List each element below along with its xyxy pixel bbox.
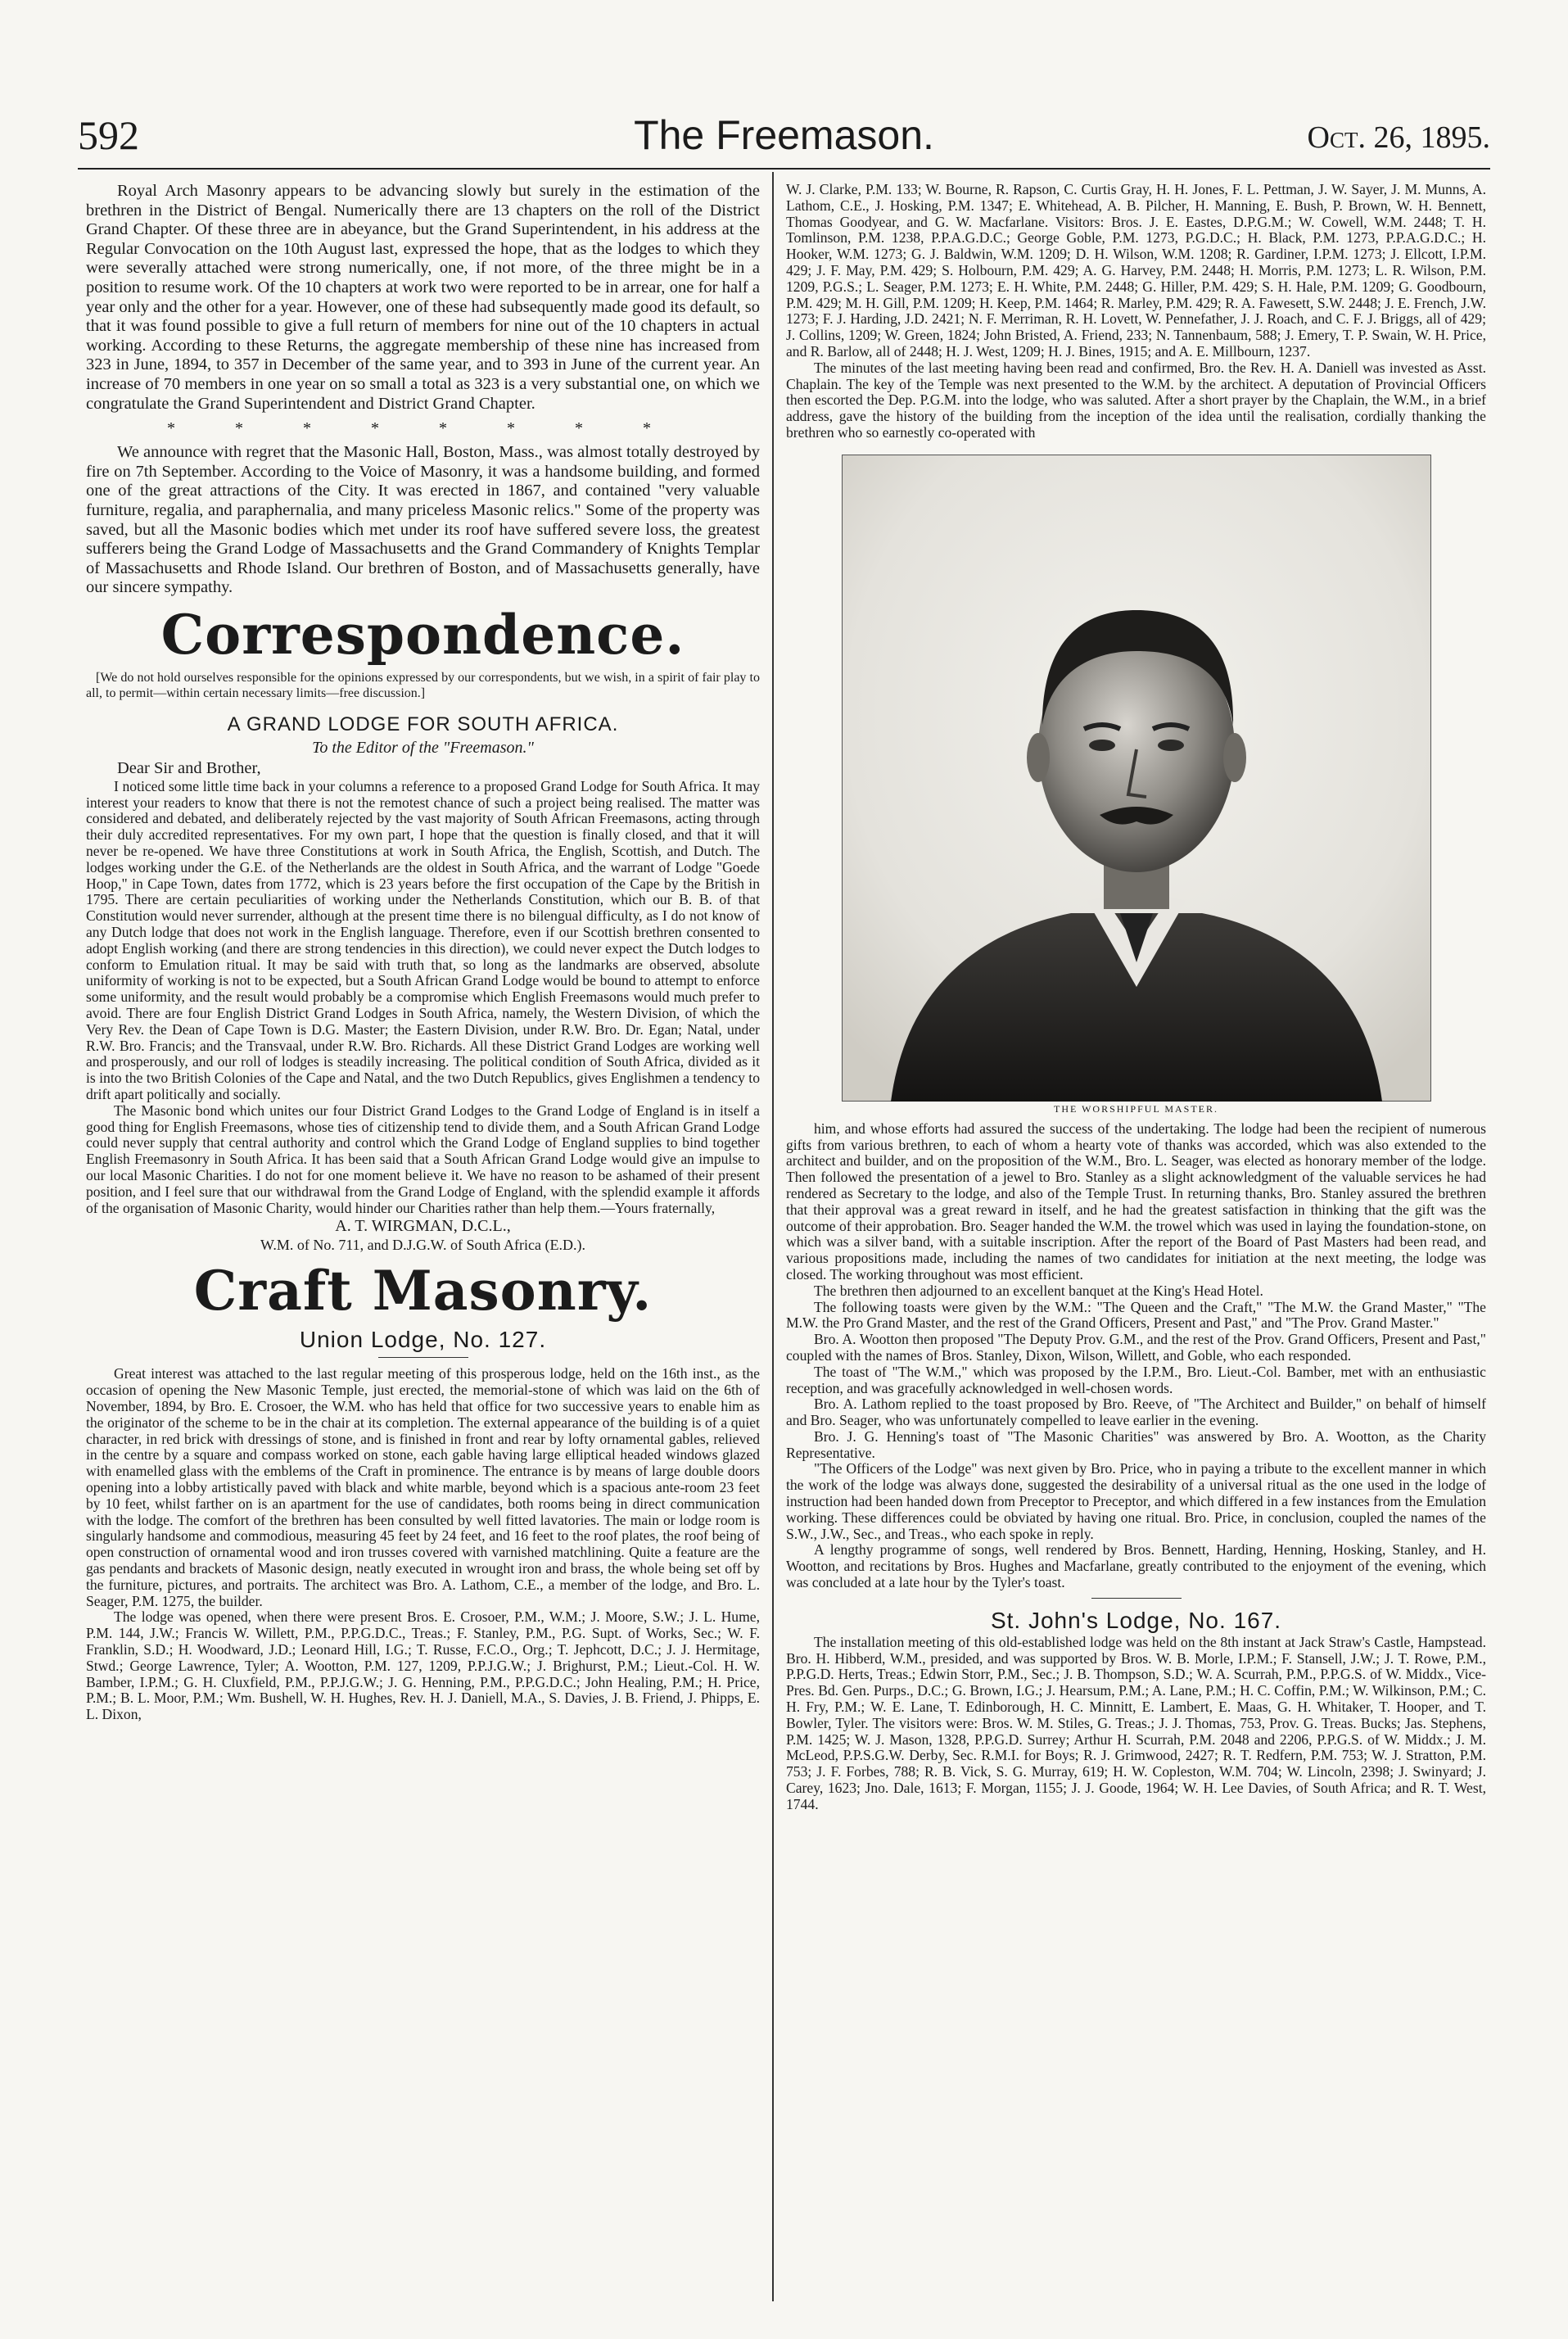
short-rule [378, 1357, 468, 1358]
toasts-paragraph: Bro. A. Lathom replied to the toast proposed by Bro. Reeve, of "The Architect and Builder," on behalf of himself and Bro. Seager, who was unfortunately compelled to leave earlier in the evening. [786, 1396, 1486, 1429]
letter-signature-note: W.M. of No. 711, and D.J.G.W. of South Africa (E.D.). [260, 1237, 585, 1254]
entertainment-paragraph: A lengthy programme of songs, well rendered by Bros. Bennett, Harding, Henning, Hosking, Stanley, and H. Wootton, and recitations by Bros. Hughes and Macfarlane, greatly contributed to the enjoyment of the evening, which was concluded at a late hour by the Tyler's toast. [786, 1541, 1486, 1591]
article-royal-arch-bengal: Royal Arch Masonry appears to be advancing slowly but surely in the estimation of the brethren in the District of Bengal. Numerically there are 13 chapters on the roll of the District Grand Chapter. Of these three are in abeyance, but the Grand Superintendent, in his address at the Regular Convocation on the 10th August last, expressed the hope, that as the lodges to which they were severally attached were strong numerically, one, if not more, of the three might be in a position to resume work. Of the 10 chapters at work two were reported to be in arrear, one for half a year only and the other for a year. However, one of these had subsequently made good its default, so that it was found possible to give a full return of members for nine out of the 10 chapters in actual working. According to these Returns, the aggregate membership of these nine has increased from 323 in June, 1894, to 357 in December of the same year, and to 393 in June of the current year. An increase of 70 members in one year on so small a total as 323 is a very substantial one, on which we congratulate the Grand Superintendent and District Grand Chapter. [86, 182, 760, 413]
st-johns-lodge-paragraph: The installation meeting of this old-established lodge was held on the 8th instant at Jack Straw's Castle, Hampstead. Bro. H. Hibberd, W.M., presided, and was supported by Bros. W. B. Morle, I.P.M.; F. Stansell, J.W.; J. T. Rowe, P.M., P.P.G.D. Herts, Treas.; Edwin Storr, P.M., Sec.; J. B. Thompson, S.D.; W. A. Scurrah, P.M., P.P.G.S. of W. Middx., Vice-Pres. Bd. Gen. Purps., D.C.; G. Brown, I.G.; J. Hearsum, P.M.; A. Lane, P.M.; H. C. Coffin, P.M.; W. Wilkinson, P.M.; C. H. Fry, P.M.; W. E. Lane, T. Edinborough, H. C. Minnitt, E. Lambert, E. Maas, G. H. Whitaker, T. Hooper, and T. Bowler, Tyler. The visitors were: Bros. W. M. Stiles, G. Treas.; J. J. Thomas, 753, Prov. G. Treas. Bucks; Jas. Stephens, P.M. 1425; W. J. Mason, 1328, P.P.G.D. Surrey; Arthur H. Scurrah, P.M. 2048 and 2206, P.P.G.S. of W. Middx.; J. M. McLeod, P.P.S.G.W. Derby, Sec. R.M.I. for Boys; R. J. Grimwood, 2427; R. T. Redfern, P.M. 753; W. J. Stratton, P.M. 753; J. F. Forbes, 788; R. B. Vick, S. G. Murray, 619; H. W. Copleston, W.M. 704; W. Lincoln, 2398; J. Swinyard; J. Carey, 1623; Jno. Dale, 1613; F. Morgan, 1155; J. J. Goode, 1964; W. H. Lee Davies, of South Africa; and R. T. West, 1744. [786, 1633, 1486, 1812]
correspondence-heading: Correspondence. [160, 602, 685, 667]
letter-addressee: To the Editor of the "Freemason." [312, 738, 534, 757]
letter-signature: A. T. WIRGMAN, D.C.L., [335, 1217, 511, 1236]
portrait-worshipful-master-image [842, 455, 1431, 1102]
newspaper-title: The Freemason. [634, 112, 934, 158]
section-separator-stars: * * * * * * * * [167, 419, 679, 438]
letter-salutation: Dear Sir and Brother, [117, 758, 261, 777]
letter-title: A GRAND LODGE FOR SOUTH AFRICA. [227, 713, 619, 735]
article-boston-fire: We announce with regret that the Masonic Hall, Boston, Mass., was almost totally destroyed by fire on 7th September. According to the Voice of Masonry, it was a handsome building, and formed one of the great attractions of the City. It was erected in 1867, and contained "very valuable furniture, regalia, and paraphernalia, and many priceless Masonic relics." Some of the property was saved, but all the Masonic bodies which met under its roof have suffered severe loss, the greatest sufferers being the Grand Lodge of Massachusetts and the Grand Commandery of Knights Templar of Massachusetts and Rhode Island. Our brethren of Boston, and of Massachusetts generally, have our sincere sympathy. [86, 443, 760, 597]
craft-masonry-heading: Craft Masonry. [193, 1259, 653, 1323]
right-column [786, 182, 1486, 2303]
toasts-paragraph: Bro. A. Wootton then proposed "The Deputy Prov. G.M., and the rest of the Prov. Grand Officers, Present and Past," coupled with the names of Bros. Stanley, Dixon, Wilson, Willett, and Goble, who each responded. [786, 1331, 1486, 1364]
left-column [86, 182, 760, 2303]
toasts-paragraph: Bro. J. G. Henning's toast of "The Masonic Charities" was answered by Bro. A. Wootton, as the Charity Representative. [786, 1427, 1486, 1461]
correspondence-disclaimer: [We do not hold ourselves responsible for the opinions expressed by our correspondents, but we wish, in a spirit of fair play to all, to permit—within certain necessary limits—free discussion.] [86, 670, 760, 700]
union-lodge-paragraph: Great interest was attached to the last regular meeting of this prosperous lodge, held on the 16th inst., as the occasion of opening the New Masonic Temple, just erected, the memorial-stone of which was laid on the 6th of November, 1894, by Bro. E. Crosoer, the W.M. who has held that office for two successive years to enable him as the originator of the scheme to be in the chair at its completion. The external appearance of the building is of a quiet character, in red brick with dressings of stone, and is finished in front and rear by lofty ornamental gables, relieved in the centre by a square and compass worked on stone, each gable having large elliptical headed windows glazed with enamelled glass with the emblems of the Craft in prominence. The entrance is by means of large double doors opening into a lobby artistically paved with black and white marble, beyond which is a spacious ante-room 23 feet by 10 feet, whilst farther on is an apartment for the use of candidates, both rooms being in direct communication with the lodge. The comfort of the brethren has been consulted by well fitted lavatories. The main or lodge room is singularly handsome and commodious, measuring 45 feet by 24 feet, and 16 feet to the roof plates, the roof being of open construction of ornamental wood and iron trusses covered with varnished matchlining. Quite a feature are the gas pendants and brackets of Masonic design, neatly executed in wrought iron and brass, the whole being set off by the furniture, pictures, and portraits. The architect was Bro. A. Lathom, C.E., a member of the lodge, and Bro. L. Seager, P.M. 1275, the builder. [86, 1365, 760, 1609]
attendee-list-continuation: W. J. Clarke, P.M. 133; W. Bourne, R. Rapson, C. Curtis Gray, H. H. Jones, F. L. Pettman, J. W. Sayer, J. M. Munns, A. Lathom, C.E., J. Hosking, P.M. 1347; E. Whitehead, A. B. Pilcher, H. Manning, E. Bush, P. Brown, W. H. Bennett, Thomas Goodyear, and G. W. Macfarlane. Visitors: Bros. J. E. Eastes, D.P.G.M.; W. Cowell, W.M. 2448; T. H. Tomlinson, P.M. 1238, P.P.A.G.D.C.; George Goble, P.M. 1273, P.G.D.C.; H. Black, P.M. 1273, P.P.A.G.D.C.; H. Hooker, W.M. 1273; G. J. Baldwin, W.M. 1209; D. H. Wilson, W.M. 1208; R. Gardiner, I.P.M. 1273; J. Ellcott, I.P.M. 429; J. F. May, P.M. 429; S. Holbourn, P.M. 429; A. G. Harvey, P.M. 2448; H. Morris, P.M. 1273; L. R. Wilson, P.M. 1209, P.G.S.; L. Seager, P.M. 1273; E. H. White, P.M. 2448; G. Hiller, P.M. 429; S. H. Hale, P.M. 1209; G. Goodbourn, P.M. 429; M. H. Gill, P.M. 1209; H. Keep, P.M. 1464; R. Marley, P.M. 429; R. A. Fawesett, S.W. 2448; J. E. French, J.W. 1273; F. J. Harding, J.D. 2421; N. F. Merriman, R. H. Lovett, W. Pennefather, J. J. Roach, and C. F. J. Briggs, all of 429; J. Collins, 1209; W. Green, 1824; John Bristed, A. Friend, 233; N. Tannenbaum, 588; J. Emery, T. P. Swain, W. H. Price, and R. Barlow, all of 2448; H. J. West, 1209; H. J. Bines, 1915; and A. E. Millbourn, 1237. [786, 182, 1486, 360]
portrait-figure [842, 455, 1431, 1116]
issue-date: Oct. 26, 1895. [1307, 120, 1490, 155]
st-johns-lodge-title: St. John's Lodge, No. 167. [990, 1607, 1282, 1633]
ceremony-paragraph: The minutes of the last meeting having been read and confirmed, Bro. the Rev. H. A. Daniell was invested as Asst. Chaplain. The key of the Temple was next presented to the W.M. by the architect. A deputation of Provincial Officers then escorted the Dep. P.G.M. into the lodge, who was saluted. After a short prayer by the Chaplain, the W.M., in a brief address, gave the history of the building from the inception of the idea until the realisation, cordially thanking the brethren who so earnestly co-operated with [786, 359, 1486, 441]
page-number: 592 [78, 112, 139, 158]
letter-paragraph: I noticed some little time back in your columns a reference to a proposed Grand Lodge for South Africa. It may interest your readers to know that there is not the remotest chance of such a project being realised. The matter was considered and debated, and deliberately rejected by the vast majority of South African Freemasons, acting through their duly accredited representatives. For my own part, I hope that the question is finally closed, and that it will never be re-opened. We have three Constitutions at work in South Africa, the English, Scottish, and Dutch. The lodges working under the G.E. of the Netherlands are the oldest in South Africa, and the warrant of Lodge "Goede Hoop," in Cape Town, dates from 1772, which is 23 years before the first occupation of the Cape by the British in 1795. There are certain peculiarities of working under the Netherlands Constitution, which our B. B. of that Constitution would never surrender, although at the present time there is no bilengual difficulty, as I do not know of any Dutch lodge that does not work in the English language. Therefore, even if our Scottish brethren consented to adopt English working (and there are strong tendencies in this direction), we could never expect the Dutch lodges to conform to Emulation ritual. It may be said with truth that, so long as the landmarks are observed, absolute uniformity of working is not to be expected, but a South African Grand Lodge would be bound to attempt to enforce some uniformity, and the result would probably be a compromise which English Freemasons would much prefer to avoid. There are four English District Grand Lodges in South Africa, namely, the Western Division, of which the Very Rev. the Dean of Cape Town is D.G. Master; the Eastern Division, under R.W. Bro. Dr. Egan; Natal, under R.W. Bro. Francis; and the Transvaal, under R.W. Bro. Richards. All these District Grand Lodges are working well and prosperously, and our roll of lodges is steadily increasing. The political condition of South Africa, divided as it is into the two British Colonies of the Cape and Natal, and the two Dutch Republics, gives Englishmen a tendency to drift apart politically and socially. [86, 777, 760, 1103]
union-lodge-paragraph: The lodge was opened, when there were present Bros. E. Crosoer, P.M., W.M.; J. Moore, S.W.; J. L. Hume, P.M. 144, J.W.; Francis W. Willett, P.M., P.P.G.D.C., Treas.; F. Stanley, P.M., P.G. Supt. of Works, Sec.; W. F. Franklin, S.D.; H. Woodward, J.D.; Leonard Hill, I.G.; T. Russe, F.C.O., Org.; T. Jephcott, D.C.; J. J. Hermitage, Stwd.; George Lawrence, Tyler; A. Wootton, P.M. 127, 1209, P.P.J.G.W.; J. Brighurst, P.M.; Lieut.-Col. H. W. Bamber, I.P.M.; G. H. Cluxfield, P.M., P.P.J.G.W.; J. G. Henning, P.M., P.P.G.D.C.; John Healing, P.M.; H. Price, P.M.; B. L. Moor, P.M.; Wm. Bushell, W. H. Hughes, Rev. H. J. Daniell, M.A., S. Davies, J. B. Friend, J. Phipps, E. L. Dixon, [86, 1608, 760, 1723]
portrait-caption: THE WORSHIPFUL MASTER. [1053, 1102, 1218, 1115]
toasts-paragraph: The following toasts were given by the W.M.: "The Queen and the Craft," "The M.W. the Grand Master," "The M.W. the Pro Grand Master, and the rest of the Grand Officers, Present and Past," and "The Prov. Grand Master." [786, 1298, 1486, 1332]
banquet-paragraph: The brethren then adjourned to an excellent banquet at the King's Head Hotel. [814, 1282, 1263, 1299]
union-lodge-title: Union Lodge, No. 127. [299, 1327, 547, 1353]
short-rule [1091, 1598, 1182, 1599]
toasts-paragraph: "The Officers of the Lodge" was next given by Bro. Price, who in paying a tribute to the excellent manner in which the work of the lodge was always done, suggested the desirability of a universal ritual as the one used in the lodge of instruction had been handed down from Preceptor to Preceptor, and which differed in a few instances from the Emulation working. These differences could be obviated by having one ritual. Bro. Price, in conclusion, coupled the names of the S.W., J.W., Sec., and Treas., who each spoke in reply. [786, 1460, 1486, 1542]
column-divider [772, 172, 774, 2301]
letter-paragraph: The Masonic bond which unites our four District Grand Lodges to the Grand Lodge of England is in itself a good thing for English Freemasons, whose ties of citizenship tend to divide them, and a South African Grand Lodge could never supply that central authority and control which the Grand Lodge of England supplies to bind together English Freemasonry in South Africa. It has been said that a South African Grand Lodge would give an impulse to our local Masonic Charities. I do not for one moment believe it. We have no reason to be ashamed of their present position, and I feel sure that our withdrawal from the Grand Lodge of England, with the splendid example it affords of the organisation of Masonic Charity, would hinder our Charities rather than help them.—Yours fraternally, [86, 1102, 760, 1216]
toasts-paragraph: The toast of "The W.M.," which was proposed by the I.P.M., Bro. Lieut.-Col. Bamber, met with an enthusiastic reception, and was gracefully acknowledged in well-chosen words. [786, 1363, 1486, 1396]
masthead [78, 111, 1490, 170]
ceremony-paragraph: him, and whose efforts had assured the success of the undertaking. The lodge had been the recipient of numerous gifts from various brethren, to each of whom a hearty vote of thanks was accorded, which was also extended to the architect and builder, and on the proposition of the W.M., Bro. L. Seager, was elected as honorary member of the lodge. Then followed the presentation of a jewel to Bro. Stanley as a slight acknowledgment of the valuable services he had rendered as Secretary to the lodge, and also of the Temple Trust. In returning thanks, Bro. Stanley assured the brethren that their approval was a great reward in itself, and he had the greatest satisfaction in thinking that the gift was the outcome of their approbation. Bro. Seager handed the W.M. the trowel which was used in laying the foundation-stone, on which was a silver band, with a suitable inscription. After the report of the Board of Past Masters had been read, and various propositions made, including the names of two candidates for initiation at the next meeting, the lodge was closed. The working throughout was most efficient. [786, 1120, 1486, 1283]
